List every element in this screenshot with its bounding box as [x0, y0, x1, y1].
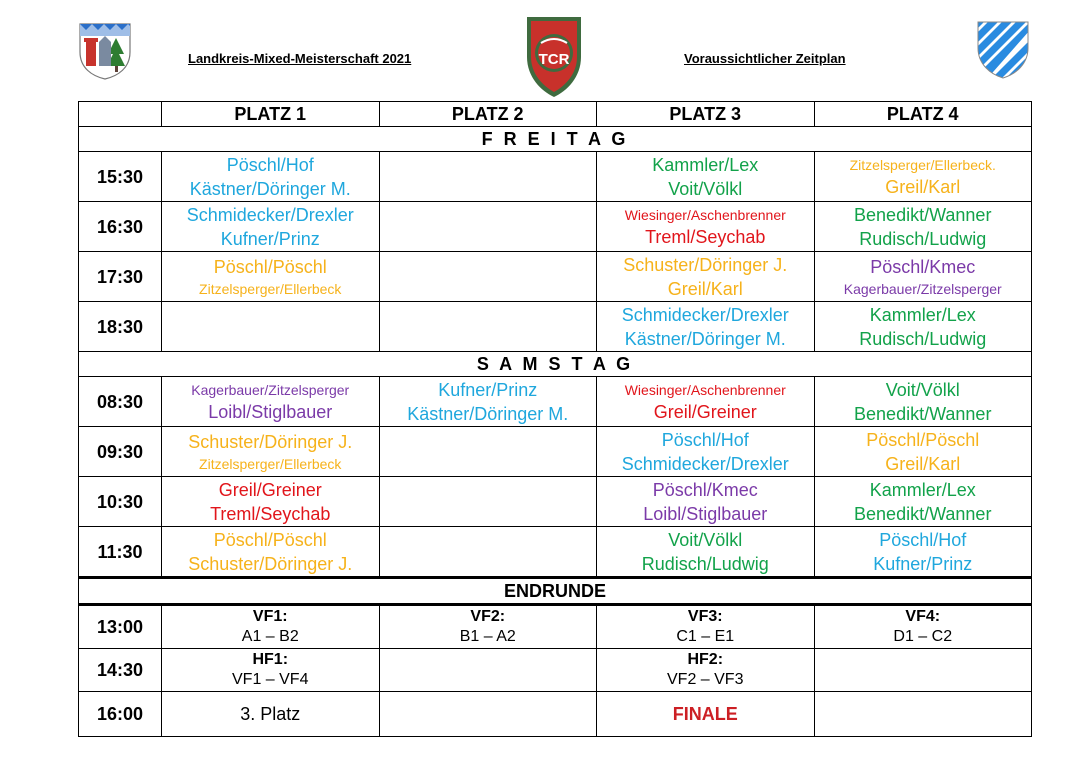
team-pair: Voit/Völkl: [885, 379, 960, 400]
time-cell: 10:30: [79, 477, 162, 527]
empty-cell: [814, 692, 1032, 737]
team-pair: Pöschl/Kmec: [652, 479, 758, 500]
match-cell: [814, 477, 1032, 527]
time-cell: 16:00: [79, 692, 162, 737]
match-cell: [597, 477, 815, 527]
column-header: PLATZ 2: [379, 102, 597, 127]
team-pair: Pöschl/Hof: [226, 154, 314, 175]
match-cell: [597, 302, 815, 352]
match-cell: [162, 377, 380, 427]
match-cell: [814, 302, 1032, 352]
team-pair: Benedikt/Wanner: [854, 403, 992, 424]
team-pair: Schuster/Döringer J.: [623, 254, 788, 275]
team-pair: Treml/Seychab: [645, 226, 766, 247]
round-label: HF1: [252, 651, 283, 668]
match-cell: [814, 252, 1032, 302]
empty-cell: [162, 302, 380, 352]
time-cell: 16:30: [79, 202, 162, 252]
table-row: [79, 692, 1032, 737]
match-cell: [814, 527, 1032, 578]
team-pair: Pöschl/Hof: [879, 529, 967, 550]
pairing: A1 – B2: [241, 628, 299, 645]
match-cell: [162, 477, 380, 527]
team-pair: Greil/Karl: [667, 278, 743, 299]
schedule-subtitle: Voraussichtlicher Zeitplan: [684, 51, 846, 66]
team-pair: Kufner/Prinz: [220, 228, 320, 249]
round-label: VF3: [687, 608, 718, 625]
team-pair: Wiesinger/Aschenbrenner: [624, 381, 786, 398]
table-row: [79, 427, 1032, 477]
team-pair: Kammler/Lex: [869, 304, 976, 325]
match-cell: VF2: B1 – A2: [379, 605, 597, 649]
match-cell: [162, 202, 380, 252]
match-cell: [597, 202, 815, 252]
time-cell: 11:30: [79, 527, 162, 578]
schedule-table: [78, 101, 1032, 737]
team-pair: Kagerbauer/Zitzelsperger: [843, 280, 1002, 297]
match-cell: VF4: D1 – C2: [814, 605, 1032, 649]
corner-cell: [79, 102, 162, 127]
team-pair: Pöschl/Kmec: [870, 256, 976, 277]
empty-cell: [379, 427, 597, 477]
team-pair: Kufner/Prinz: [873, 553, 973, 574]
table-row: [79, 649, 1032, 692]
empty-cell: [379, 202, 597, 252]
team-pair: Wiesinger/Aschenbrenner: [624, 206, 786, 223]
team-pair: Zitzelsperger/Ellerbeck: [199, 455, 342, 472]
table-row: [79, 302, 1032, 352]
match-cell: [597, 152, 815, 202]
match-cell: [597, 377, 815, 427]
team-pair: Schmidecker/Drexler: [621, 304, 789, 325]
day-row-saturday: [79, 352, 1032, 377]
pairing: D1 – C2: [893, 628, 953, 645]
round-label: VF1: [252, 608, 283, 625]
team-pair: Benedikt/Wanner: [854, 503, 992, 524]
final-cell: FINALE: [597, 692, 815, 737]
club-logo-text: TCR: [538, 51, 570, 68]
time-cell: 18:30: [79, 302, 162, 352]
empty-cell: [379, 649, 597, 692]
empty-cell: [379, 527, 597, 578]
match-cell: [162, 527, 380, 578]
table-row: [79, 152, 1032, 202]
empty-cell: [379, 477, 597, 527]
endrunde-label: ENDRUNDE: [79, 578, 1032, 605]
time-cell: 13:00: [79, 605, 162, 649]
team-pair: Loibl/Stiglbauer: [208, 401, 333, 422]
round-label: VF4: [905, 608, 935, 625]
team-pair: Greil/Karl: [885, 176, 961, 197]
team-pair: Kufner/Prinz: [438, 379, 538, 400]
round-label: VF2: [470, 608, 500, 625]
club-logo-icon: [521, 13, 587, 99]
team-pair: Pöschl/Hof: [661, 429, 749, 450]
table-row: [79, 377, 1032, 427]
table-header-row: [79, 102, 1032, 127]
table-row: [79, 477, 1032, 527]
match-cell: [597, 527, 815, 578]
empty-cell: [379, 302, 597, 352]
time-cell: 09:30: [79, 427, 162, 477]
pairing: VF2 – VF3: [667, 671, 744, 688]
team-pair: Voit/Völkl: [668, 529, 743, 550]
team-pair: Pöschl/Pöschl: [213, 256, 327, 277]
team-pair: Greil/Karl: [885, 453, 961, 474]
team-pair: Pöschl/Pöschl: [213, 529, 327, 550]
district-coat-of-arms-icon: [78, 22, 132, 80]
team-pair: Rudisch/Ludwig: [859, 228, 987, 249]
match-cell: [814, 427, 1032, 477]
table-row: [79, 605, 1032, 649]
empty-cell: [379, 252, 597, 302]
team-pair: Schuster/Döringer J.: [188, 553, 353, 574]
bavaria-shield-icon: [976, 20, 1030, 80]
team-pair: Schuster/Döringer J.: [188, 431, 353, 452]
team-pair: Benedikt/Wanner: [854, 204, 992, 225]
match-cell: HF1: VF1 – VF4: [162, 649, 380, 692]
team-pair: Loibl/Stiglbauer: [643, 503, 768, 524]
pairing: C1 – E1: [676, 628, 735, 645]
team-pair: Treml/Seychab: [210, 503, 331, 524]
team-pair: Kästner/Döringer M.: [407, 403, 569, 424]
endrunde-row: [79, 578, 1032, 605]
team-pair: Schmidecker/Drexler: [621, 453, 789, 474]
empty-cell: [814, 649, 1032, 692]
pairing: VF1 – VF4: [232, 671, 309, 688]
team-pair: Kammler/Lex: [652, 154, 759, 175]
time-cell: 17:30: [79, 252, 162, 302]
third-place-cell: 3. Platz: [162, 692, 380, 737]
match-cell: [162, 427, 380, 477]
round-label: HF2: [687, 651, 718, 668]
column-header: PLATZ 4: [814, 102, 1032, 127]
team-pair: Pöschl/Pöschl: [866, 429, 980, 450]
match-cell: [597, 252, 815, 302]
column-header: PLATZ 1: [162, 102, 380, 127]
table-row: [79, 252, 1032, 302]
time-cell: 15:30: [79, 152, 162, 202]
pairing: B1 – A2: [459, 628, 516, 645]
column-header: PLATZ 3: [597, 102, 815, 127]
time-cell: 14:30: [79, 649, 162, 692]
team-pair: Kammler/Lex: [869, 479, 976, 500]
team-pair: Kästner/Döringer M.: [624, 328, 786, 349]
team-pair: Kagerbauer/Zitzelsperger: [191, 381, 350, 398]
page-title: Landkreis-Mixed-Meisterschaft 2021: [188, 51, 412, 66]
team-pair: Kästner/Döringer M.: [189, 178, 351, 199]
team-pair: Rudisch/Ludwig: [859, 328, 987, 349]
match-cell: VF1: A1 – B2: [162, 605, 380, 649]
time-cell: 08:30: [79, 377, 162, 427]
match-cell: HF2: VF2 – VF3: [597, 649, 815, 692]
match-cell: [814, 377, 1032, 427]
day-row-friday: [79, 127, 1032, 152]
match-cell: [162, 252, 380, 302]
table-row: [79, 527, 1032, 578]
team-pair: Schmidecker/Drexler: [186, 204, 354, 225]
day-label: S A M S T A G: [79, 352, 1032, 377]
team-pair: Rudisch/Ludwig: [641, 553, 769, 574]
team-pair: Greil/Greiner: [653, 401, 757, 422]
team-pair: Voit/Völkl: [668, 178, 743, 199]
match-cell: [379, 377, 597, 427]
empty-cell: [379, 692, 597, 737]
day-label: F R E I T A G: [79, 127, 1032, 152]
empty-cell: [379, 152, 597, 202]
match-cell: [814, 152, 1032, 202]
team-pair: Greil/Greiner: [218, 479, 322, 500]
match-cell: [814, 202, 1032, 252]
table-row: [79, 202, 1032, 252]
team-pair: Zitzelsperger/Ellerbeck: [199, 280, 342, 297]
match-cell: VF3: C1 – E1: [597, 605, 815, 649]
match-cell: [162, 152, 380, 202]
team-pair: Zitzelsperger/Ellerbeck.: [849, 156, 996, 173]
match-cell: [597, 427, 815, 477]
